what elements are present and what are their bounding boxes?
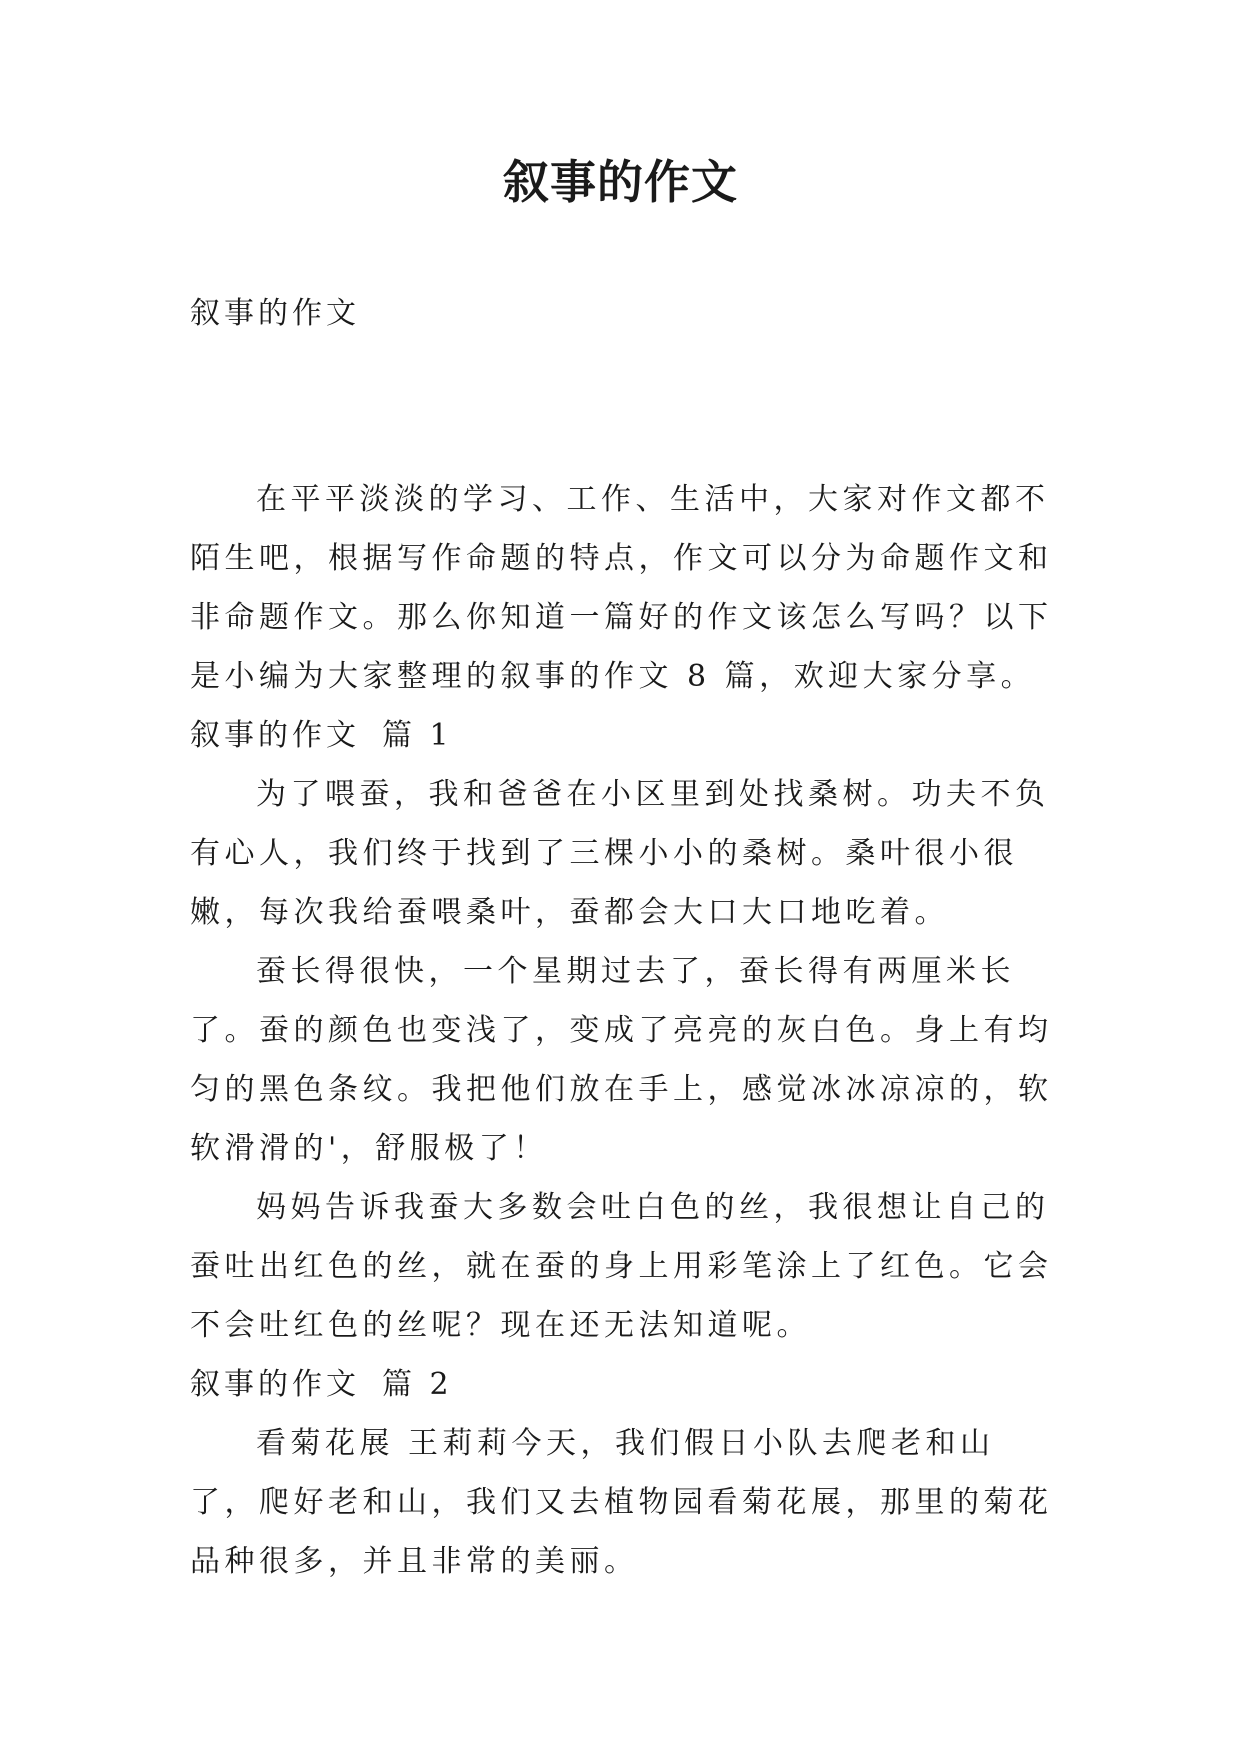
document-body [190,470,1060,1591]
document-title: 叙事的作文 [503,155,738,209]
section-heading-2 [190,1355,1060,1414]
section-heading-1 [190,706,1060,765]
section-1-paragraph-3: 妈妈告诉我蚕大多数会吐白色的丝，我很想让自己的蚕吐出红色的丝，就在蚕的身上用彩笔涂上了红色。它会不会吐红色的丝呢？现在还无法知道呢。 [190,1190,1053,1343]
document-subtitle: 叙事的作文 [190,296,360,331]
section-2-paragraph-1: 看菊花展 王莉莉今天，我们假日小队去爬老和山了，爬好老和山，我们又去植物园看菊花展，那里的菊花品种很多，并且非常的美丽。 [190,1426,1053,1579]
intro-paragraph: 在平平淡淡的学习、工作、生活中，大家对作文都不陌生吧，根据写作命题的特点，作文可以分为命题作文和非命题作文。那么你知道一篇好的作文该怎么写吗？以下是小编为大家整理的叙事的作文 8 篇，欢迎大家分享。 [190,482,1053,694]
section-heading-text: 叙事的作文 [190,718,360,753]
section-1-paragraph-2: 蚕长得很快，一个星期过去了，蚕长得有两厘米长了。蚕的颜色也变浅了，变成了亮亮的灰白色。身上有均匀的黑色条纹。我把他们放在手上，感觉冰冰凉凉的，软软滑滑的'，舒服极了！ [190,954,1053,1166]
section-1-paragraph-1: 为了喂蚕，我和爸爸在小区里到处找桑树。功夫不负有心人，我们终于找到了三棵小小的桑树。桑叶很小很嫩，每次我给蚕喂桑叶，蚕都会大口大口地吃着。 [190,777,1050,930]
section-number: 篇 1 [382,718,453,753]
section-number: 篇 2 [382,1367,453,1402]
section-heading-text: 叙事的作文 [190,1367,360,1402]
